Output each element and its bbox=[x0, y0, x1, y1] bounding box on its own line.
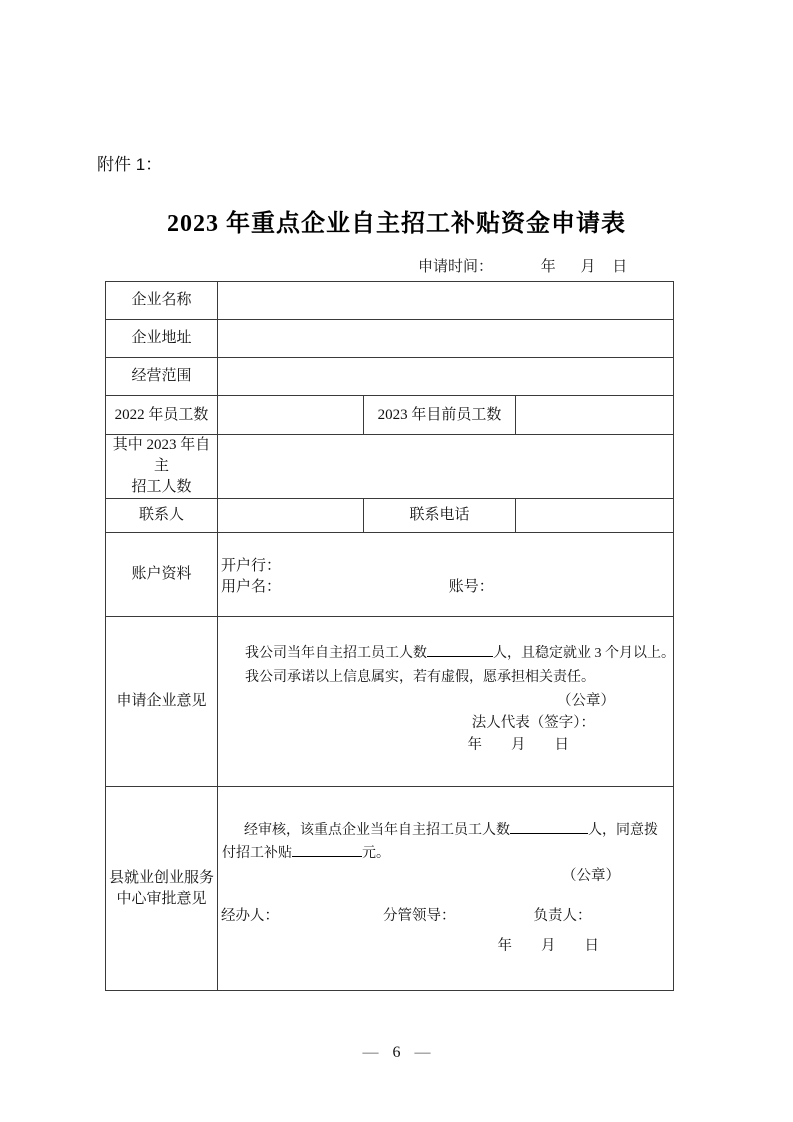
table-row bbox=[106, 396, 674, 435]
account-name-label: 用户名： bbox=[221, 578, 282, 595]
contact-field[interactable] bbox=[218, 499, 364, 533]
apply-time-year-label: 年 bbox=[540, 259, 556, 275]
self-recruited-label-line1: 其中 2023 年自主 bbox=[112, 437, 211, 474]
table-row bbox=[106, 499, 674, 533]
company-name-label: 企业名称 bbox=[106, 282, 218, 320]
center-seal-label: （公章） bbox=[562, 867, 621, 884]
fill-blank-headcount[interactable] bbox=[427, 643, 493, 657]
responsible-label: 负责人： bbox=[533, 907, 592, 924]
table-row bbox=[106, 320, 674, 358]
attachment-label: 附件 1： bbox=[97, 155, 163, 174]
company-seal-label: （公章） bbox=[557, 692, 616, 709]
bank-label: 开户行： bbox=[221, 557, 282, 574]
company-name-field[interactable] bbox=[218, 282, 674, 320]
fill-blank-approved-headcount[interactable] bbox=[510, 820, 588, 834]
phone-label: 联系电话 bbox=[364, 499, 516, 533]
statement-line: 我公司当年自主招工员工人数 人，且稳定就业 3 个月以上。 bbox=[245, 642, 673, 666]
account-number-label: 账号： bbox=[448, 578, 494, 595]
company-opinion-cell bbox=[218, 617, 674, 787]
page-footer bbox=[0, 1044, 793, 1062]
table-row bbox=[106, 358, 674, 396]
business-scope-field[interactable] bbox=[218, 358, 674, 396]
company-opinion-statement bbox=[218, 642, 673, 690]
center-opinion-label bbox=[106, 787, 218, 991]
company-opinion-date-label: 年 月 日 bbox=[467, 736, 570, 753]
handler-label: 经办人： bbox=[221, 907, 279, 924]
page-number: 6 bbox=[392, 1044, 401, 1061]
phone-field[interactable] bbox=[516, 499, 674, 533]
apply-time-month-label: 月 bbox=[580, 259, 596, 275]
table-row bbox=[106, 787, 674, 991]
page-title: 2023 年重点企业自主招工补贴资金申请表 bbox=[167, 211, 626, 237]
employees-2022-field[interactable] bbox=[218, 396, 364, 435]
center-opinion-cell bbox=[218, 787, 674, 991]
table-row bbox=[106, 617, 674, 787]
statement-line: 我公司承诺以上信息属实，若有虚假，愿承担相关责任。 bbox=[245, 669, 595, 685]
center-opinion-label-line2: 中心审批意见 bbox=[116, 890, 207, 907]
self-recruited-label bbox=[106, 435, 218, 499]
self-recruited-label-line2: 招工人数 bbox=[131, 479, 192, 495]
company-address-field[interactable] bbox=[218, 320, 674, 358]
statement-line: 付招工补贴 元。 bbox=[222, 842, 673, 865]
application-form-table bbox=[105, 281, 674, 991]
company-opinion-label: 申请企业意见 bbox=[106, 617, 218, 787]
employees-2023-label: 2023 年目前员工数 bbox=[364, 396, 516, 435]
footer-dash-left: — bbox=[362, 1044, 379, 1061]
center-opinion-statement bbox=[218, 819, 673, 865]
apply-time-label: 申请时间： bbox=[418, 259, 494, 275]
footer-dash-right: — bbox=[414, 1044, 431, 1061]
contact-label: 联系人 bbox=[106, 499, 218, 533]
table-row bbox=[106, 282, 674, 320]
business-scope-label: 经营范围 bbox=[106, 358, 218, 396]
apply-time-day-label: 日 bbox=[612, 259, 628, 275]
table-row bbox=[106, 435, 674, 499]
account-info-cell bbox=[218, 533, 674, 617]
center-signers-line bbox=[218, 905, 673, 927]
legal-rep-signature-label: 法人代表（签字）： bbox=[471, 714, 596, 731]
employees-2023-field[interactable] bbox=[516, 396, 674, 435]
leader-label: 分管领导： bbox=[383, 907, 456, 924]
statement-line: 经审核，该重点企业当年自主招工员工人数 人，同意拨 bbox=[222, 819, 673, 842]
center-opinion-label-line1: 县就业创业服务 bbox=[108, 869, 214, 886]
company-address-label: 企业地址 bbox=[106, 320, 218, 358]
center-opinion-date-label: 年 月 日 bbox=[497, 937, 600, 954]
table-row bbox=[106, 533, 674, 617]
self-recruited-field[interactable] bbox=[218, 435, 674, 499]
fill-blank-subsidy-amount[interactable] bbox=[292, 843, 362, 857]
account-section-label: 账户资料 bbox=[106, 533, 218, 617]
employees-2022-label: 2022 年员工数 bbox=[106, 396, 218, 435]
apply-time-line bbox=[418, 255, 627, 276]
